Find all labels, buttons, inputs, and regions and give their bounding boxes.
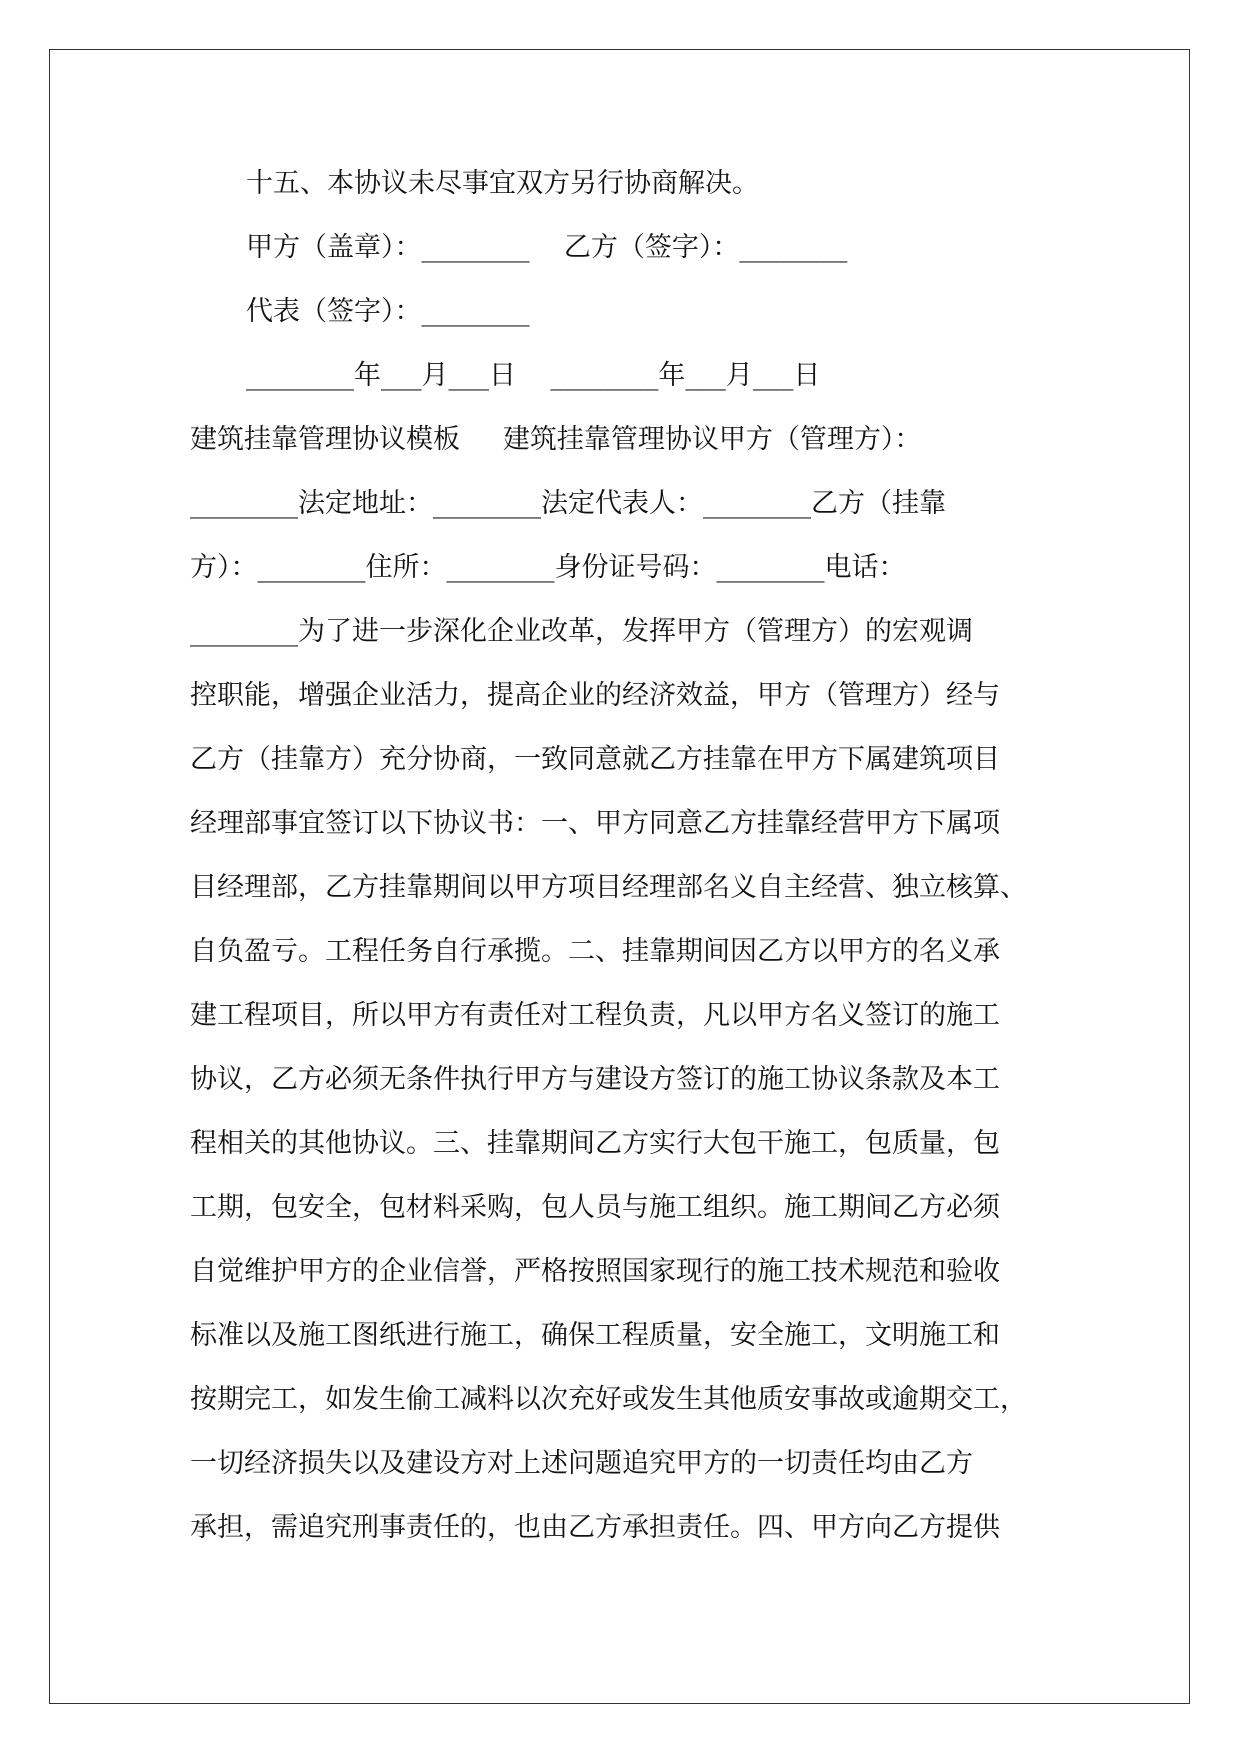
body-line: 承担，需追究刑事责任的，也由乙方承担责任。四、甲方向乙方提供 <box>190 1512 1000 1543</box>
body-line: 按期完工，如发生偷工减料以次充好或发生其他质安事故或逾期交工， <box>190 1384 1027 1415</box>
body-line: 一切经济损失以及建设方对上述问题追究甲方的一切责任均由乙方 <box>190 1448 973 1479</box>
body-line: 自负盈亏。工程任务自行承揽。二、挂靠期间因乙方以甲方的名义承 <box>190 936 1000 967</box>
body-line: 控职能，增强企业活力，提高企业的经济效益，甲方（管理方）经与 <box>190 680 1000 711</box>
body-line: 经理部事宜签订以下协议书：一、甲方同意乙方挂靠经营甲方下属项 <box>190 808 1000 839</box>
body-line: 乙方（挂靠方）充分协商，一致同意就乙方挂靠在甲方下属建筑项目 <box>190 744 1000 775</box>
body-line: 建工程项目，所以甲方有责任对工程负责，凡以甲方名义签订的施工 <box>190 1000 1000 1031</box>
template-title-line: 建筑挂靠管理协议模板 建筑挂靠管理协议甲方（管理方）： <box>190 424 922 455</box>
body-line: ________为了进一步深化企业改革，发挥甲方（管理方）的宏观调 <box>190 616 973 647</box>
body-line: 标准以及施工图纸进行施工，确保工程质量，安全施工，文明施工和 <box>190 1320 1000 1351</box>
body-line: 自觉维护甲方的企业信誉，严格按照国家现行的施工技术规范和验收 <box>190 1256 1000 1287</box>
body-line: 协议，乙方必须无条件执行甲方与建设方签订的施工协议条款及本工 <box>190 1064 1000 1095</box>
signature-representative: 代表（签字）：________ <box>246 296 530 327</box>
body-line: 工期，包安全，包材料采购，包人员与施工组织。施工期间乙方必须 <box>190 1192 1000 1223</box>
body-line: ________法定地址：________法定代表人：________乙方（挂靠 <box>190 488 946 519</box>
body-line: 程相关的其他协议。三、挂靠期间乙方实行大包干施工，包质量，包 <box>190 1128 1000 1159</box>
clause-fifteen: 十五、本协议未尽事宜双方另行协商解决。 <box>246 168 759 199</box>
document-body <box>190 152 1060 1560</box>
signature-dates: ________年___月___日 ________年___月___日 <box>246 360 821 391</box>
body-line: 目经理部，乙方挂靠期间以甲方项目经理部名义自主经营、独立核算、 <box>190 872 1027 903</box>
body-line: 方）：________住所：________身份证号码：________电话： <box>190 552 906 583</box>
signature-party-a-b: 甲方（盖章）：________ 乙方（签字）：________ <box>246 232 848 263</box>
